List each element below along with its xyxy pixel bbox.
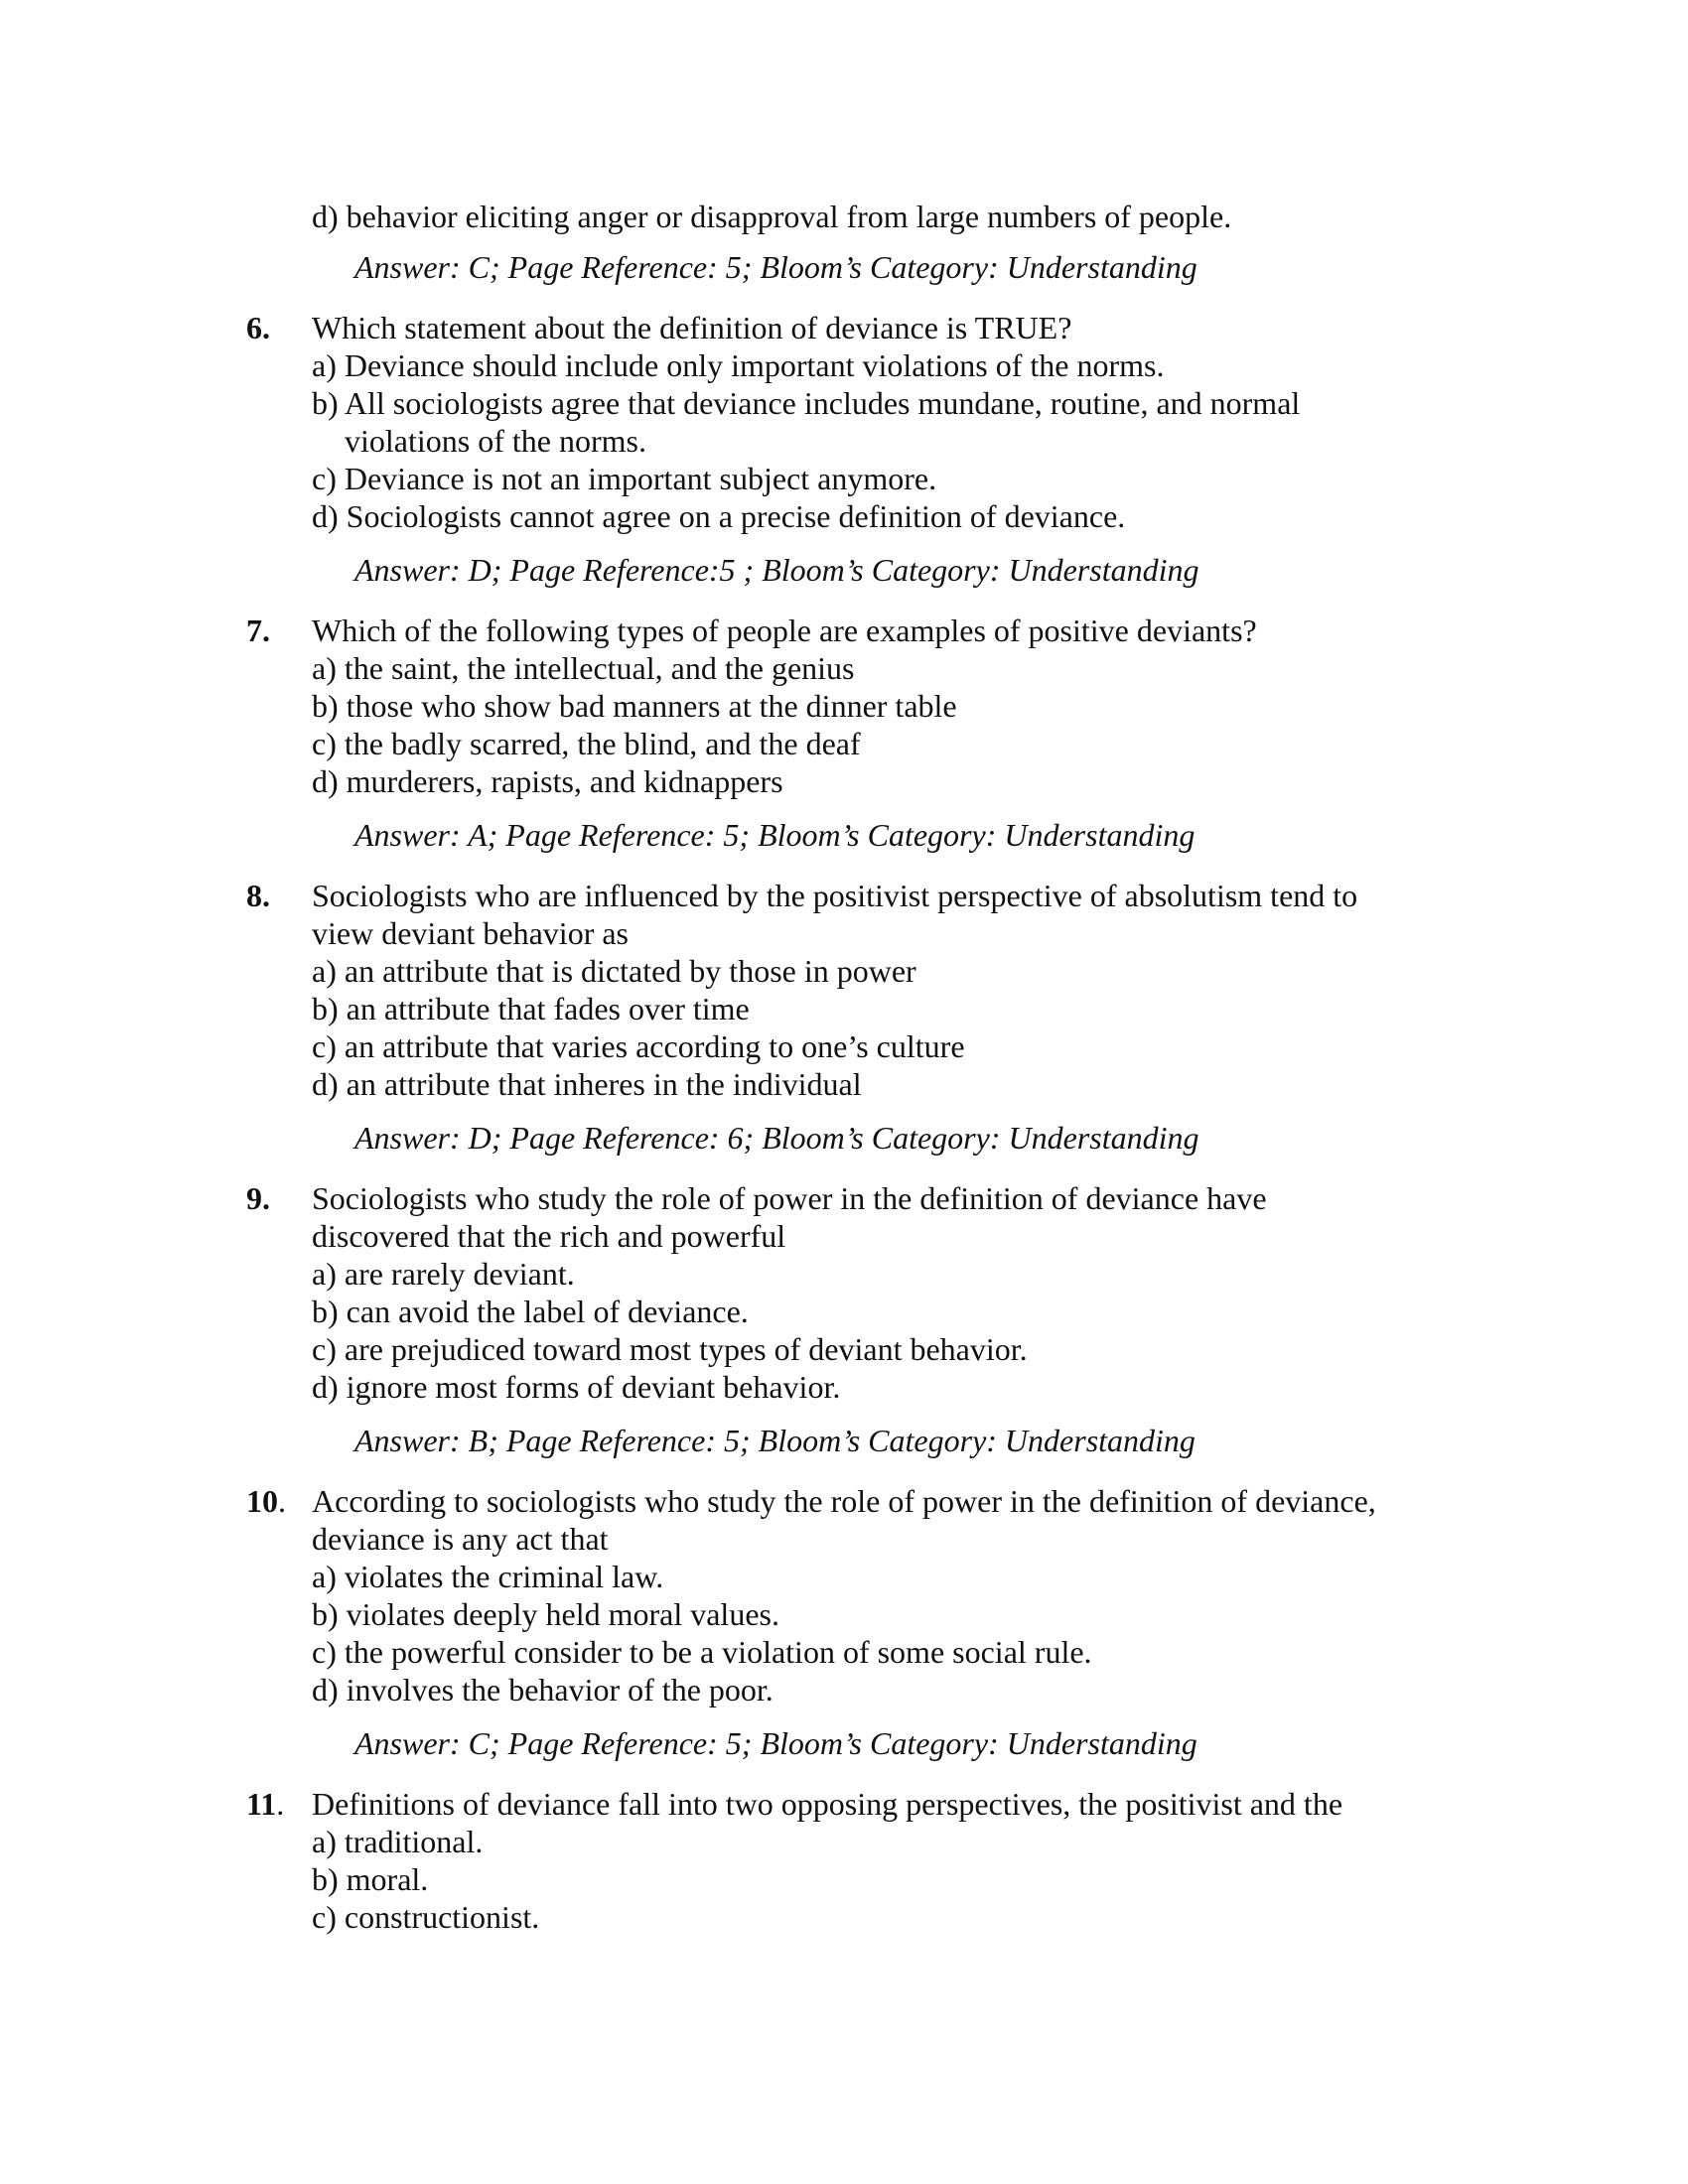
answer-key: Answer: A; Page Reference: 5; Bloom’s Category: Understanding [354, 817, 1196, 853]
option-text: d) Sociologists cannot agree on a precise definition of deviance. [312, 498, 1126, 534]
question-number: 9. [246, 1180, 270, 1216]
question-stem: Which statement about the definition of deviance is TRUE? [312, 310, 1072, 345]
option-text: c) are prejudiced toward most types of deviant behavior. [312, 1331, 1028, 1367]
option-text: c) Deviance is not an important subject anymore. [312, 461, 937, 496]
option-text: a) Deviance should include only important violations of the norms. [312, 347, 1165, 383]
option-text: a) are rarely deviant. [312, 1256, 575, 1292]
option-text: b) those who show bad manners at the dinner table [312, 688, 957, 724]
option-text: b) violates deeply held moral values. [312, 1596, 779, 1632]
question-number: 10. [246, 1483, 286, 1519]
option-text: a) violates the criminal law. [312, 1559, 664, 1594]
answer-key: Answer: D; Page Reference: 6; Bloom’s Category: Understanding [354, 1120, 1199, 1156]
question-stem: Which of the following types of people are examples of positive deviants? [312, 613, 1257, 648]
option-text: a) the saint, the intellectual, and the genius [312, 650, 855, 686]
option-text: c) constructionist. [312, 1899, 540, 1935]
question-stem: According to sociologists who study the role of power in the definition of deviance, [312, 1483, 1376, 1519]
option-text: d) involves the behavior of the poor. [312, 1672, 774, 1707]
option-text: b) All sociologists agree that deviance includes mundane, routine, and normal [312, 385, 1301, 421]
option-text: d) ignore most forms of deviant behavior. [312, 1369, 841, 1405]
option-text: c) an attribute that varies according to one’s culture [312, 1028, 965, 1064]
question-number: 11. [246, 1786, 285, 1822]
option-text: a) traditional. [312, 1824, 484, 1859]
answer-key: Answer: D; Page Reference:5 ; Bloom’s Category: Understanding [354, 552, 1199, 588]
question-stem: view deviant behavior as [312, 915, 629, 951]
option-text: d) behavior eliciting anger or disapproval from large numbers of people. [312, 199, 1232, 234]
option-text: d) murderers, rapists, and kidnappers [312, 763, 783, 799]
answer-key: Answer: C; Page Reference: 5; Bloom’s Category: Understanding [354, 1725, 1197, 1761]
question-stem: discovered that the rich and powerful [312, 1218, 786, 1254]
option-text: d) an attribute that inheres in the individual [312, 1066, 862, 1102]
option-text: b) can avoid the label of deviance. [312, 1294, 749, 1329]
question-stem: Definitions of deviance fall into two opposing perspectives, the positivist and the [312, 1786, 1343, 1822]
question-number: 7. [246, 613, 270, 648]
answer-key: Answer: C; Page Reference: 5; Bloom’s Category: Understanding [354, 249, 1197, 285]
question-number: 6. [246, 310, 270, 345]
option-text: b) an attribute that fades over time [312, 991, 750, 1026]
option-text: c) the badly scarred, the blind, and the deaf [312, 726, 861, 761]
answer-key: Answer: B; Page Reference: 5; Bloom’s Category: Understanding [354, 1423, 1196, 1458]
option-text: b) moral. [312, 1861, 429, 1897]
question-stem: Sociologists who are influenced by the positivist perspective of absolutism tend to [312, 878, 1358, 913]
option-text: violations of the norms. [345, 423, 646, 459]
question-stem: deviance is any act that [312, 1521, 609, 1557]
option-text: a) an attribute that is dictated by those in power [312, 953, 916, 989]
question-stem: Sociologists who study the role of power in the definition of deviance have [312, 1180, 1267, 1216]
option-text: c) the powerful consider to be a violation of some social rule. [312, 1634, 1092, 1670]
question-number: 8. [246, 878, 270, 913]
